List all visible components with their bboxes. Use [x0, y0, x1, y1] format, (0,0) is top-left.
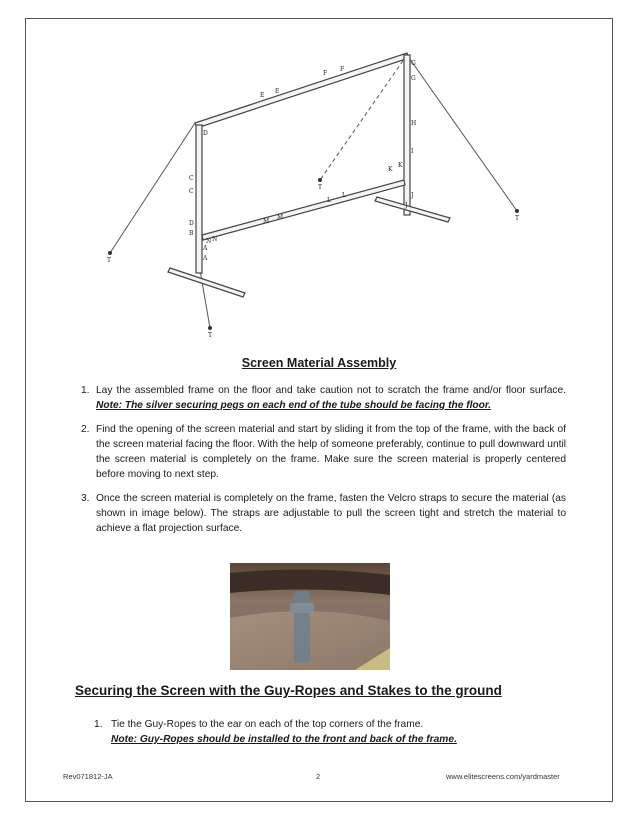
label-e: E: [260, 92, 265, 99]
label-t4: T: [318, 184, 323, 191]
step-2: [81, 422, 566, 482]
footer-page-number: 2: [316, 772, 321, 781]
label-a2: A: [203, 255, 208, 262]
label-c: C: [189, 175, 194, 182]
step-note: Note: The silver securing pegs on each end of the tube should be facing the floor.: [96, 400, 492, 411]
stake-back: [318, 178, 322, 182]
label-f2: F: [340, 66, 345, 73]
velcro-strap-photo: [230, 563, 390, 670]
label-t2: T: [515, 215, 520, 222]
assembly-steps: [81, 383, 566, 545]
left-upright: [196, 125, 202, 273]
label-t1: T: [107, 257, 112, 264]
bottom-bar: [202, 180, 405, 240]
guy-rope-step-1: [94, 717, 571, 747]
footer-revision: Rev071812-JA: [63, 772, 113, 781]
guy-rope-back: [320, 55, 407, 180]
label-j: J: [411, 192, 414, 199]
step-3: [81, 491, 566, 536]
guy-rope-left: [110, 123, 195, 253]
step-number: 3.: [81, 493, 90, 504]
step-text: Once the screen material is completely on the frame, fasten the Velcro straps to secure the material (as shown in image below). The straps are adjustable to pull the screen tight and stretch the material to achieve a flat projection surface.: [96, 493, 566, 534]
stake-left: [108, 251, 112, 255]
label-c2: C: [189, 188, 194, 195]
step-number: 1.: [81, 385, 90, 396]
step-text: Lay the assembled frame on the floor and take caution not to scratch the frame and/or floor surface.: [96, 385, 566, 396]
label-g2: G: [411, 75, 416, 82]
guy-ropes-heading: Securing the Screen with the Guy-Ropes and Stakes to the ground: [75, 683, 502, 698]
label-h: H: [411, 120, 417, 127]
label-t3: T: [208, 332, 213, 339]
label-n2: N: [212, 236, 218, 243]
frame-assembly-diagram: [95, 45, 535, 340]
right-upright: [404, 55, 410, 215]
left-base: [168, 268, 245, 297]
label-m2: M: [277, 214, 284, 221]
label-e2: E: [275, 88, 280, 95]
label-g: G: [411, 60, 416, 67]
step-note: Note: Guy-Ropes should be installed to the front and back of the frame.: [111, 734, 457, 745]
step-number: 1.: [94, 719, 103, 730]
step-1: [81, 383, 566, 413]
label-d: D: [203, 130, 208, 137]
label-i: I: [411, 148, 414, 155]
step-text: Find the opening of the screen material and start by sliding it from the top of the frame, with the back of the screen material facing the floor. With the help of someone preferably, continue to pull downward until the screen material is completely on the frame. Make sure the screen material is properly centered before moving to next step.: [96, 424, 566, 480]
stake-right: [515, 209, 519, 213]
stake-front: [208, 326, 212, 330]
label-d2: D: [189, 220, 194, 227]
label-l2: L: [342, 192, 346, 199]
step-number: 2.: [81, 424, 90, 435]
top-bar: [195, 53, 409, 128]
footer-url[interactable]: www.elitescreens.com/yardmaster: [446, 772, 560, 781]
label-j2: J: [405, 202, 408, 209]
label-l: L: [327, 197, 331, 204]
right-base: [375, 197, 450, 222]
label-a: A: [203, 245, 208, 252]
label-k2: K: [398, 162, 403, 169]
label-f: F: [323, 70, 328, 77]
label-m: M: [263, 218, 270, 225]
label-n: N: [206, 238, 212, 245]
step-text: Tie the Guy-Ropes to the ear on each of the top corners of the frame.: [111, 719, 424, 730]
section-title: Screen Material Assembly: [241, 356, 397, 370]
label-b: B: [189, 230, 194, 237]
guy-rope-right: [407, 55, 517, 211]
label-k: K: [388, 166, 393, 173]
